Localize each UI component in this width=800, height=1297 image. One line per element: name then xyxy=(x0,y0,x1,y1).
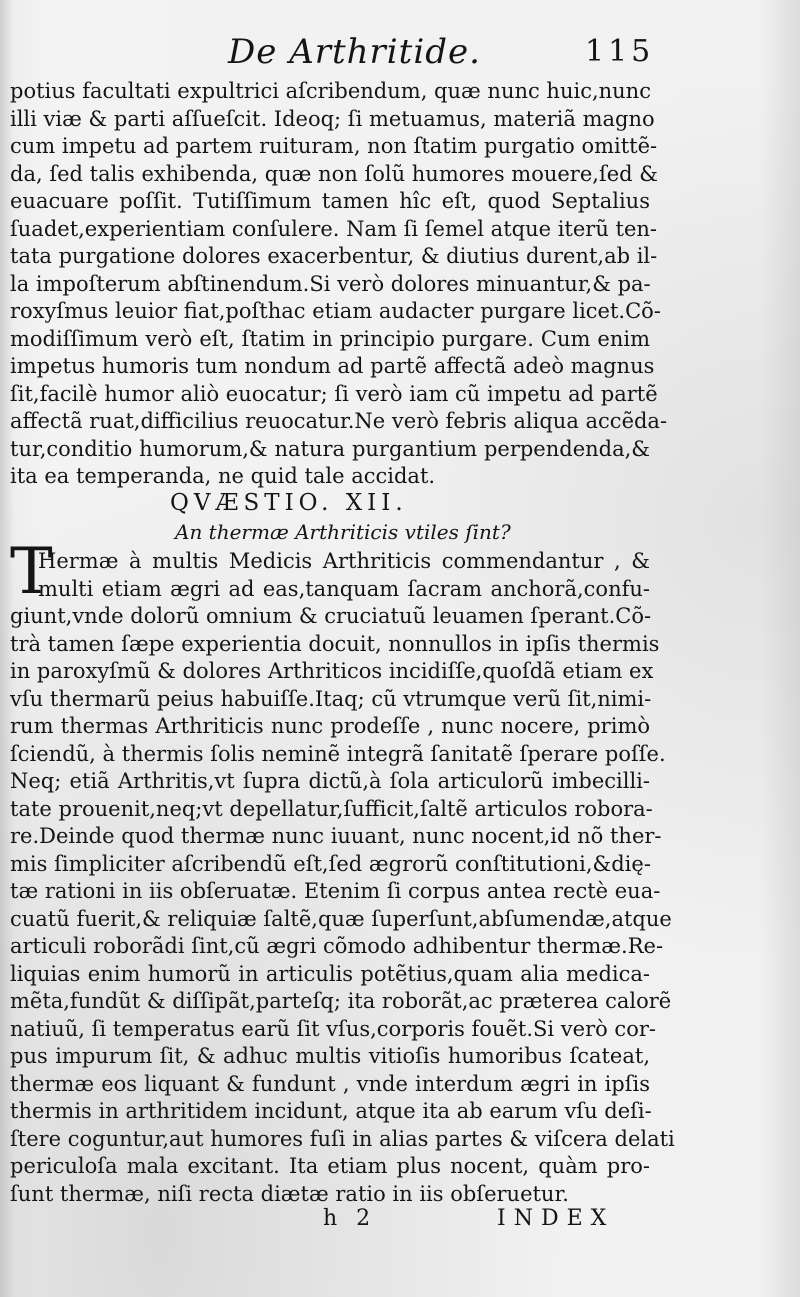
text-line: ſunt thermæ, niſi recta diætæ ratio in iis obſeruetur. xyxy=(10,1181,569,1206)
text-line: roxyſmus leuior fiat,poſthac etiam audacter purgare licet.Cõ- xyxy=(10,299,661,323)
text-line: ſuadet,experientiam conſulere. Nam ſi ſemel atque iterũ ten- xyxy=(10,216,658,241)
text-line: modiſſimum verò eſt, ſtatim in principio purgare. Cum enim xyxy=(10,326,650,351)
question-heading: QVÆSTIO. XII. xyxy=(170,490,408,516)
text-line: euacuare poſſit. Tutiſſimum tamen hîc eſt, quod Septalius xyxy=(10,189,650,213)
text-line: tata purgatione dolores exacerbentur, & diutius durent,ab il- xyxy=(10,244,658,268)
text-line: cuatũ fuerit,& reliquiæ ſaltẽ,quæ ſuperſunt,abſumendæ,atque xyxy=(10,906,672,931)
text-line: ſit,facilè humor aliò euocatur; ſi verò iam cũ impetu ad partẽ xyxy=(10,381,658,406)
text-line: Neq; etiã Arthritis,vt ſupra dictũ,à ſola articulorũ imbecilli- xyxy=(10,769,650,793)
text-line: mẽta,fundũt & diſſipãt,parteſq; ita roborãt,ac præterea calorẽ xyxy=(10,989,672,1013)
text-line: ſciendũ, à thermis ſolis neminẽ integrã ſanitatẽ ſperare poſſe. xyxy=(10,741,666,766)
text-line: periculoſa mala excitant. Ita etiam plus nocent, quàm pro- xyxy=(10,1154,650,1178)
text-line: illi viæ & parti aſſueſcit. Ideoq; ſi metuamus, materiã magno xyxy=(10,106,655,131)
text-line: pus impurum ſit, & adhuc multis vitioſis humoribus ſcateat, xyxy=(10,1044,650,1068)
text-line: tur,conditio humorum,& natura purgantium perpendenda,& xyxy=(10,436,650,461)
body-text-block-1 xyxy=(10,78,668,491)
text-line: Hermæ à multis Medicis Arthriticis commendantur , & xyxy=(38,549,650,573)
text-line: in paroxyſmũ & dolores Arthriticos incidiſſe,quoſdã etiam ex xyxy=(10,659,654,683)
text-line: tæ rationi in iis obſeruatæ. Etenim ſi corpus antea rectè eua- xyxy=(10,879,661,903)
page-footer xyxy=(0,1206,800,1238)
text-line: re.Deinde quod thermæ nunc iuuant, nunc nocent,id nõ ther- xyxy=(10,824,662,848)
text-line: vſu thermarũ peius habuiſſe.Itaq; cũ vtrumque verũ ſit,nimi- xyxy=(10,686,652,711)
text-line: trà tamen ſæpe experientia docuit, nonnullos in ipſis thermis xyxy=(10,631,660,656)
text-line: potius facultati expultrici aſcribendum, quæ nunc huic,nunc xyxy=(10,79,651,103)
text-line: tate prouenit,neq;vt depellatur,ſufficit,ſaltẽ articulos robora- xyxy=(10,796,653,821)
text-line: ita ea temperanda, ne quid tale accidat. xyxy=(10,464,436,488)
text-line: rum thermas Arthriticis nunc prodeſſe , nunc nocere, primò xyxy=(10,714,650,738)
text-line: thermæ eos liquant & fundunt , vnde interdum ægri in ipſis xyxy=(10,1071,650,1096)
text-line: multi etiam ægri ad eas,tanquam ſacram anchorã,confu- xyxy=(38,576,650,601)
running-title: De Arthritide. xyxy=(228,32,481,72)
text-line: natiuũ, ſi temperatus earũ ſit vſus,corporis fouẽt.Si verò cor- xyxy=(10,1016,656,1041)
text-line: mis ſimpliciter aſcribendũ eſt,ſed ægrorũ conſtitutioni,&dię- xyxy=(10,851,651,876)
text-line: cum impetu ad partem ruituram, non ſtatim purgatio omittẽ- xyxy=(10,134,658,158)
body-text-block-2 xyxy=(10,548,675,1208)
text-line: thermis in arthritidem incidunt, atque ita ab earum vſu deſi- xyxy=(10,1099,652,1123)
page-number: 115 xyxy=(585,34,655,69)
catchword: INDEX xyxy=(497,1206,615,1231)
text-line: liquias enim humorũ in articulis potẽtius,quam alia medica- xyxy=(10,961,650,986)
text-line: giunt,vnde dolorũ omnium & cruciatuũ leuamen ſperant.Cõ- xyxy=(10,604,652,628)
question-subtitle: An thermæ Arthriticis vtiles ſint? xyxy=(175,520,511,544)
drop-cap: T xyxy=(10,535,53,609)
text-line: impetus humoris tum nondum ad partẽ affectã adeò magnus xyxy=(10,354,655,378)
text-line: articuli roborãdi ſint,cũ ægri cõmodo adhibentur thermæ.Re- xyxy=(10,934,664,958)
text-line: da, ſed talis exhibenda, quæ non ſolũ humores mouere,ſed & xyxy=(10,161,658,186)
signature-mark: h 2 xyxy=(323,1206,377,1231)
text-line: la impoſterum abſtinendum.Si verò dolores minuantur,& pa- xyxy=(10,271,651,296)
text-line: affectã ruat,difficilius reuocatur.Ne verò febris aliqua accẽda- xyxy=(10,409,668,433)
text-line: ſtere coguntur,aut humores fuſi in alias partes & viſcera delati xyxy=(10,1126,675,1151)
page-header xyxy=(0,32,800,78)
